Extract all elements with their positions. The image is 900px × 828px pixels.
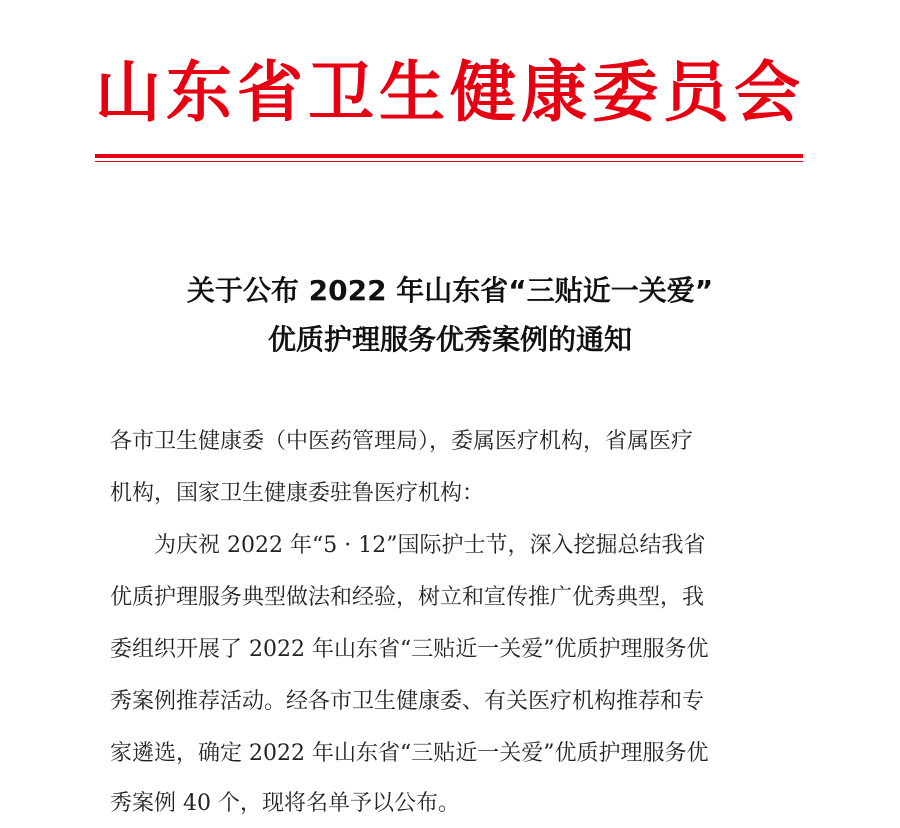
body-line-2: 机构，国家卫生健康委驻鲁医疗机构： <box>110 481 485 506</box>
body-line-6: 秀案例推荐活动。经各市卫生健康委、有关医疗机构推荐和专 <box>110 689 705 714</box>
letterhead-red-rule-thin <box>95 161 803 162</box>
letterhead-title: 山东省卫生健康委员会 <box>95 53 805 131</box>
body-line-1: 各市卫生健康委（中医药管理局），委属医疗机构，省属医疗 <box>110 429 694 454</box>
body-line-5: 委组织开展了 2022 年山东省“三贴近一关爱”优质护理服务优 <box>110 637 709 662</box>
letterhead-red-rule <box>95 154 803 158</box>
body-line-3: 为庆祝 2022 年“5 · 12”国际护士节，深入挖掘总结我省 <box>110 533 706 558</box>
body-line-8: 秀案例 40 个，现将名单予以公布。 <box>110 791 460 816</box>
body-line-4: 优质护理服务典型做法和经验，树立和宣传推广优秀典型，我 <box>110 585 705 610</box>
notice-title-line-1: 关于公布 2022 年山东省“三贴近一关爱” <box>186 274 714 307</box>
body-line-7: 家遴选，确定 2022 年山东省“三贴近一关爱”优质护理服务优 <box>110 741 709 766</box>
notice-title-line-2: 优质护理服务优秀案例的通知 <box>267 323 632 356</box>
